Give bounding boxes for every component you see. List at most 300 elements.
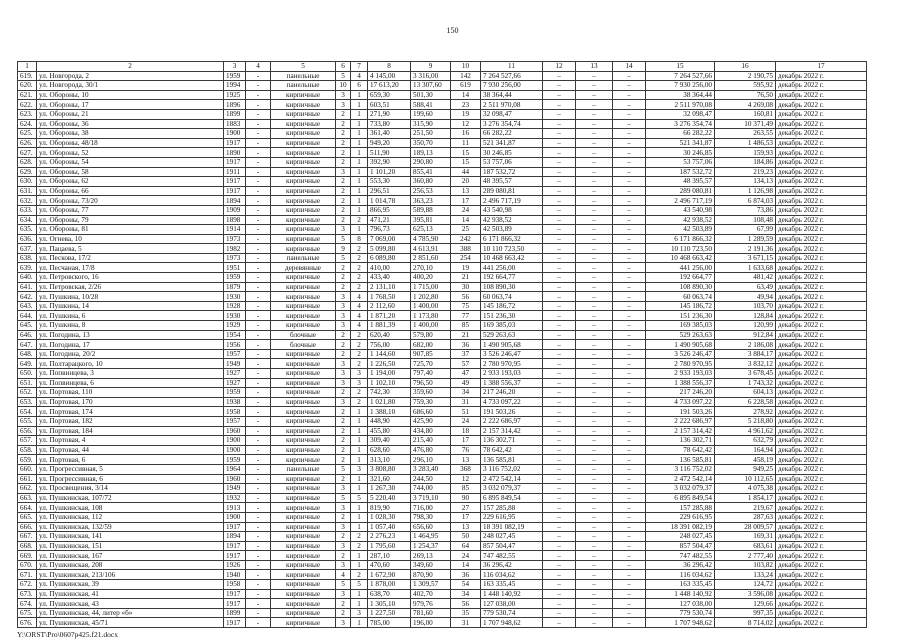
table-row bbox=[18, 71, 867, 81]
table-row bbox=[18, 532, 867, 542]
wall-material-cell: кирпичные bbox=[271, 532, 336, 542]
col4-cell: - bbox=[246, 186, 271, 196]
living-area-cell: 363,23 bbox=[411, 196, 451, 206]
living-area-cell: 4 785,90 bbox=[411, 234, 451, 244]
address-cell: ул. Портовая, 174 bbox=[37, 407, 224, 417]
floors-cell: 3 bbox=[336, 311, 351, 321]
living-area-cell: 269,13 bbox=[411, 551, 451, 561]
row-number-cell: 620. bbox=[18, 81, 37, 91]
year-cell: 1929 bbox=[224, 321, 246, 331]
residents-cell: 254 bbox=[451, 253, 481, 263]
cost-total-cell: 2 780 970,95 bbox=[646, 359, 715, 369]
address-cell: ул. Погодина, 20/2 bbox=[37, 349, 224, 359]
total-area-cell: 949,20 bbox=[368, 138, 411, 148]
floors-cell: 2 bbox=[336, 388, 351, 398]
residents-cell: 11 bbox=[451, 138, 481, 148]
entrances-cell: 1 bbox=[351, 474, 368, 484]
address-cell: ул. Обороны, 10 bbox=[37, 90, 224, 100]
unit-cost-cell: 1 289,59 bbox=[715, 234, 776, 244]
cost-cell: 127 038,00 bbox=[481, 599, 543, 609]
table-row bbox=[18, 282, 867, 292]
floors-cell: 2 bbox=[336, 157, 351, 167]
deadline-cell: декабрь 2022 г. bbox=[776, 273, 867, 283]
address-cell: ул. Полтарацкого, 10 bbox=[37, 359, 224, 369]
col14-cell: – bbox=[613, 148, 646, 158]
address-cell: ул. Обороны, 81 bbox=[37, 225, 224, 235]
deadline-cell: декабрь 2022 г. bbox=[776, 397, 867, 407]
living-area-cell: 359,60 bbox=[411, 388, 451, 398]
col4-cell: - bbox=[246, 455, 271, 465]
table-row bbox=[18, 445, 867, 455]
deadline-cell: декабрь 2022 г. bbox=[776, 522, 867, 532]
living-area-cell: 501,30 bbox=[411, 90, 451, 100]
living-area-cell: 1 715,00 bbox=[411, 282, 451, 292]
floors-cell: 2 bbox=[336, 186, 351, 196]
wall-material-cell: кирпичные bbox=[271, 148, 336, 158]
unit-cost-cell: 949,25 bbox=[715, 464, 776, 474]
address-cell: ул. Пушкинская, 213/106 bbox=[37, 570, 224, 580]
cost-total-cell: 229 616,95 bbox=[646, 512, 715, 522]
col12-cell: – bbox=[543, 340, 576, 350]
total-area-cell: 4 145,00 bbox=[368, 71, 411, 81]
deadline-cell: декабрь 2022 г. bbox=[776, 340, 867, 350]
entrances-cell: 3 bbox=[351, 378, 368, 388]
year-cell: 1900 bbox=[224, 436, 246, 446]
total-area-cell: 553,30 bbox=[368, 177, 411, 187]
year-cell: 1928 bbox=[224, 301, 246, 311]
address-cell: ул. Портовая, 4 bbox=[37, 436, 224, 446]
year-cell: 1899 bbox=[224, 608, 246, 618]
col13-cell: – bbox=[576, 186, 613, 196]
address-cell: ул. Обороны, 36 bbox=[37, 119, 224, 129]
table-row bbox=[18, 359, 867, 369]
col12-cell: – bbox=[543, 407, 576, 417]
col12-cell: – bbox=[543, 541, 576, 551]
entrances-cell: 2 bbox=[351, 541, 368, 551]
col13-cell: – bbox=[576, 349, 613, 359]
wall-material-cell: кирпичные bbox=[271, 119, 336, 129]
living-area-cell: 797,40 bbox=[411, 369, 451, 379]
residents-cell: 15 bbox=[451, 157, 481, 167]
table-row bbox=[18, 215, 867, 225]
living-area-cell: 656,60 bbox=[411, 522, 451, 532]
cost-total-cell: 529 263,63 bbox=[646, 330, 715, 340]
table-row bbox=[18, 378, 867, 388]
deadline-cell: декабрь 2022 г. bbox=[776, 321, 867, 331]
floors-cell: 3 bbox=[336, 167, 351, 177]
total-area-cell: 296,51 bbox=[368, 186, 411, 196]
entrances-cell: 1 bbox=[351, 560, 368, 570]
cost-cell: 441 256,00 bbox=[481, 263, 543, 273]
cost-cell: 18 391 082,19 bbox=[481, 522, 543, 532]
deadline-cell: декабрь 2022 г. bbox=[776, 177, 867, 187]
address-cell: ул. Пушкинская, 108 bbox=[37, 503, 224, 513]
address-cell: ул. Попвинцева, 3 bbox=[37, 369, 224, 379]
living-area-cell: 716,00 bbox=[411, 503, 451, 513]
wall-material-cell: кирпичные bbox=[271, 618, 336, 628]
year-cell: 1960 bbox=[224, 426, 246, 436]
residents-cell: 77 bbox=[451, 311, 481, 321]
cost-cell: 6 895 849,54 bbox=[481, 493, 543, 503]
floors-cell: 2 bbox=[336, 340, 351, 350]
col14-cell: – bbox=[613, 157, 646, 167]
cost-cell: 157 285,88 bbox=[481, 503, 543, 513]
col14-cell: – bbox=[613, 340, 646, 350]
col14-cell: – bbox=[613, 436, 646, 446]
row-number-cell: 631. bbox=[18, 186, 37, 196]
col4-cell: - bbox=[246, 416, 271, 426]
residents-cell: 76 bbox=[451, 445, 481, 455]
unit-cost-cell: 4 075,38 bbox=[715, 484, 776, 494]
row-number-cell: 642. bbox=[18, 292, 37, 302]
floors-cell: 2 bbox=[336, 109, 351, 119]
cost-total-cell: 163 335,45 bbox=[646, 580, 715, 590]
row-number-cell: 667. bbox=[18, 532, 37, 542]
cost-cell: 60 063,74 bbox=[481, 292, 543, 302]
col14-cell: – bbox=[613, 109, 646, 119]
total-area-cell: 756,00 bbox=[368, 340, 411, 350]
cost-cell: 217 246,20 bbox=[481, 388, 543, 398]
col13-cell: – bbox=[576, 541, 613, 551]
living-area-cell: 870,90 bbox=[411, 570, 451, 580]
table-body bbox=[18, 71, 867, 627]
cost-cell: 248 027,45 bbox=[481, 532, 543, 542]
year-cell: 1914 bbox=[224, 225, 246, 235]
col13-cell: – bbox=[576, 215, 613, 225]
cost-total-cell: 441 256,00 bbox=[646, 263, 715, 273]
cost-cell: 30 246,85 bbox=[481, 148, 543, 158]
table-row bbox=[18, 196, 867, 206]
col14-cell: – bbox=[613, 90, 646, 100]
floors-cell: 2 bbox=[336, 512, 351, 522]
floors-cell: 5 bbox=[336, 253, 351, 263]
year-cell: 1917 bbox=[224, 551, 246, 561]
col12-cell: – bbox=[543, 484, 576, 494]
address-cell: ул. Обороны, 79 bbox=[37, 215, 224, 225]
col13-cell: – bbox=[576, 445, 613, 455]
col4-cell: - bbox=[246, 608, 271, 618]
cost-cell: 3 526 246,47 bbox=[481, 349, 543, 359]
deadline-cell: декабрь 2022 г. bbox=[776, 90, 867, 100]
year-cell: 1927 bbox=[224, 369, 246, 379]
total-area-cell: 410,00 bbox=[368, 263, 411, 273]
col13-cell: – bbox=[576, 167, 613, 177]
wall-material-cell: кирпичные bbox=[271, 608, 336, 618]
floors-cell: 3 bbox=[336, 589, 351, 599]
wall-material-cell: кирпичные bbox=[271, 234, 336, 244]
address-cell: ул. Обороны, 58 bbox=[37, 167, 224, 177]
column-number-header: 8 bbox=[368, 62, 411, 72]
col13-cell: – bbox=[576, 148, 613, 158]
year-cell: 1957 bbox=[224, 416, 246, 426]
cost-cell: 136 585,81 bbox=[481, 455, 543, 465]
living-area-cell: 476,80 bbox=[411, 445, 451, 455]
cost-total-cell: 2 511 970,08 bbox=[646, 100, 715, 110]
living-area-cell: 1 464,95 bbox=[411, 532, 451, 542]
deadline-cell: декабрь 2022 г. bbox=[776, 532, 867, 542]
deadline-cell: декабрь 2022 г. bbox=[776, 493, 867, 503]
entrances-cell: 1 bbox=[351, 416, 368, 426]
cost-total-cell: 10 110 723,50 bbox=[646, 244, 715, 254]
unit-cost-cell: 3 832,12 bbox=[715, 359, 776, 369]
living-area-cell: 256,53 bbox=[411, 186, 451, 196]
cost-total-cell: 248 027,45 bbox=[646, 532, 715, 542]
table-row bbox=[18, 436, 867, 446]
table-row bbox=[18, 90, 867, 100]
address-cell: ул. Новгорода, 2 bbox=[37, 71, 224, 81]
col13-cell: – bbox=[576, 426, 613, 436]
table-row bbox=[18, 369, 867, 379]
living-area-cell: 349,60 bbox=[411, 560, 451, 570]
total-area-cell: 1 021,80 bbox=[368, 397, 411, 407]
row-number-cell: 645. bbox=[18, 321, 37, 331]
unit-cost-cell: 108,48 bbox=[715, 215, 776, 225]
entrances-cell: 2 bbox=[351, 244, 368, 254]
wall-material-cell: кирпичные bbox=[271, 321, 336, 331]
address-cell: ул. Пушкинская, 39 bbox=[37, 580, 224, 590]
residents-cell: 19 bbox=[451, 109, 481, 119]
col12-cell: – bbox=[543, 560, 576, 570]
wall-material-cell: панельные bbox=[271, 464, 336, 474]
living-area-cell: 434,80 bbox=[411, 426, 451, 436]
col13-cell: – bbox=[576, 205, 613, 215]
year-cell: 1900 bbox=[224, 445, 246, 455]
col14-cell: – bbox=[613, 426, 646, 436]
living-area-cell: 189,13 bbox=[411, 148, 451, 158]
address-cell: ул. Обороны, 62 bbox=[37, 177, 224, 187]
cost-total-cell: 2 933 193,03 bbox=[646, 369, 715, 379]
cost-cell: 7 264 527,66 bbox=[481, 71, 543, 81]
entrances-cell: 1 bbox=[351, 177, 368, 187]
living-area-cell: 400,20 bbox=[411, 273, 451, 283]
unit-cost-cell: 912,84 bbox=[715, 330, 776, 340]
floors-cell: 3 bbox=[336, 618, 351, 628]
cost-total-cell: 42 938,52 bbox=[646, 215, 715, 225]
column-number-header: 3 bbox=[224, 62, 246, 72]
entrances-cell: 4 bbox=[351, 301, 368, 311]
living-area-cell: 244,50 bbox=[411, 474, 451, 484]
year-cell: 1917 bbox=[224, 177, 246, 187]
total-area-cell: 1 144,60 bbox=[368, 349, 411, 359]
col12-cell: – bbox=[543, 301, 576, 311]
row-number-cell: 656. bbox=[18, 426, 37, 436]
deadline-cell: декабрь 2022 г. bbox=[776, 580, 867, 590]
floors-cell: 3 bbox=[336, 378, 351, 388]
entrances-cell: 2 bbox=[351, 570, 368, 580]
col13-cell: – bbox=[576, 397, 613, 407]
wall-material-cell: кирпичные bbox=[271, 301, 336, 311]
col12-cell: – bbox=[543, 426, 576, 436]
col14-cell: – bbox=[613, 215, 646, 225]
col14-cell: – bbox=[613, 455, 646, 465]
year-cell: 1964 bbox=[224, 464, 246, 474]
wall-material-cell: кирпичные bbox=[271, 484, 336, 494]
address-cell: ул. Пушкинская, 107/72 bbox=[37, 493, 224, 503]
table-row bbox=[18, 109, 867, 119]
wall-material-cell: кирпичные bbox=[271, 436, 336, 446]
col13-cell: – bbox=[576, 359, 613, 369]
entrances-cell: 2 bbox=[351, 532, 368, 542]
residents-cell: 50 bbox=[451, 532, 481, 542]
col12-cell: – bbox=[543, 570, 576, 580]
col12-cell: – bbox=[543, 378, 576, 388]
col4-cell: - bbox=[246, 301, 271, 311]
total-area-cell: 2 131,10 bbox=[368, 282, 411, 292]
cost-cell: 10 468 663,42 bbox=[481, 253, 543, 263]
col14-cell: – bbox=[613, 522, 646, 532]
deadline-cell: декабрь 2022 г. bbox=[776, 484, 867, 494]
cost-total-cell: 857 504,47 bbox=[646, 541, 715, 551]
col4-cell: - bbox=[246, 599, 271, 609]
col4-cell: - bbox=[246, 378, 271, 388]
row-number-cell: 622. bbox=[18, 100, 37, 110]
col13-cell: – bbox=[576, 580, 613, 590]
entrances-cell: 4 bbox=[351, 311, 368, 321]
unit-cost-cell: 28 009,57 bbox=[715, 522, 776, 532]
column-number-header: 9 bbox=[411, 62, 451, 72]
table-row bbox=[18, 388, 867, 398]
address-cell: ул. Обороны, 73/20 bbox=[37, 196, 224, 206]
row-number-cell: 659. bbox=[18, 455, 37, 465]
cost-cell: 191 503,26 bbox=[481, 407, 543, 417]
row-number-cell: 660. bbox=[18, 464, 37, 474]
table-row bbox=[18, 589, 867, 599]
col14-cell: – bbox=[613, 618, 646, 628]
row-number-cell: 636. bbox=[18, 234, 37, 244]
col13-cell: – bbox=[576, 608, 613, 618]
floors-cell: 2 bbox=[336, 138, 351, 148]
cost-cell: 151 236,30 bbox=[481, 311, 543, 321]
floors-cell: 2 bbox=[336, 177, 351, 187]
total-area-cell: 455,80 bbox=[368, 426, 411, 436]
deadline-cell: декабрь 2022 г. bbox=[776, 81, 867, 91]
deadline-cell: декабрь 2022 г. bbox=[776, 541, 867, 551]
floors-cell: 3 bbox=[336, 225, 351, 235]
row-number-cell: 628. bbox=[18, 157, 37, 167]
col4-cell: - bbox=[246, 512, 271, 522]
col14-cell: – bbox=[613, 416, 646, 426]
cost-cell: 43 540,98 bbox=[481, 205, 543, 215]
cost-cell: 1 707 948,62 bbox=[481, 618, 543, 628]
cost-cell: 529 263,63 bbox=[481, 330, 543, 340]
residents-cell: 18 bbox=[451, 426, 481, 436]
cost-total-cell: 157 285,88 bbox=[646, 503, 715, 513]
unit-cost-cell: 129,66 bbox=[715, 599, 776, 609]
year-cell: 1894 bbox=[224, 532, 246, 542]
col4-cell: - bbox=[246, 330, 271, 340]
cost-cell: 66 282,22 bbox=[481, 129, 543, 139]
residents-cell: 242 bbox=[451, 234, 481, 244]
col14-cell: – bbox=[613, 321, 646, 331]
deadline-cell: декабрь 2022 г. bbox=[776, 436, 867, 446]
deadline-cell: декабрь 2022 г. bbox=[776, 119, 867, 129]
address-cell: ул. Пушкина, 8 bbox=[37, 321, 224, 331]
living-area-cell: 1 173,80 bbox=[411, 311, 451, 321]
col12-cell: – bbox=[543, 253, 576, 263]
address-cell: ул. Просвещения, 3/14 bbox=[37, 484, 224, 494]
cost-cell: 2 933 193,03 bbox=[481, 369, 543, 379]
unit-cost-cell: 184,86 bbox=[715, 157, 776, 167]
total-area-cell: 1 226,50 bbox=[368, 359, 411, 369]
floors-cell: 5 bbox=[336, 493, 351, 503]
year-cell: 1959 bbox=[224, 455, 246, 465]
column-number-header: 2 bbox=[37, 62, 224, 72]
cost-cell: 136 302,71 bbox=[481, 436, 543, 446]
col13-cell: – bbox=[576, 599, 613, 609]
wall-material-cell: панельные bbox=[271, 81, 336, 91]
year-cell: 1899 bbox=[224, 109, 246, 119]
col14-cell: – bbox=[613, 407, 646, 417]
living-area-cell: 251,50 bbox=[411, 129, 451, 139]
deadline-cell: декабрь 2022 г. bbox=[776, 445, 867, 455]
unit-cost-cell: 6 874,03 bbox=[715, 196, 776, 206]
col13-cell: – bbox=[576, 455, 613, 465]
deadline-cell: декабрь 2022 г. bbox=[776, 234, 867, 244]
col14-cell: – bbox=[613, 81, 646, 91]
entrances-cell: 2 bbox=[351, 253, 368, 263]
column-number-header: 5 bbox=[271, 62, 336, 72]
residents-cell: 21 bbox=[451, 273, 481, 283]
col4-cell: - bbox=[246, 580, 271, 590]
col14-cell: – bbox=[613, 359, 646, 369]
entrances-cell: 1 bbox=[351, 484, 368, 494]
table-row bbox=[18, 273, 867, 283]
table-row bbox=[18, 426, 867, 436]
living-area-cell: 270,10 bbox=[411, 263, 451, 273]
column-number-header: 14 bbox=[613, 62, 646, 72]
year-cell: 1930 bbox=[224, 311, 246, 321]
year-cell: 1925 bbox=[224, 90, 246, 100]
floors-cell: 2 bbox=[336, 282, 351, 292]
total-area-cell: 2 112,60 bbox=[368, 301, 411, 311]
total-area-cell: 3 808,80 bbox=[368, 464, 411, 474]
living-area-cell: 350,70 bbox=[411, 138, 451, 148]
unit-cost-cell: 1 486,53 bbox=[715, 138, 776, 148]
col12-cell: – bbox=[543, 551, 576, 561]
cost-cell: 3 276 354,74 bbox=[481, 119, 543, 129]
row-number-cell: 652. bbox=[18, 388, 37, 398]
residents-cell: 12 bbox=[451, 119, 481, 129]
unit-cost-cell: 159,93 bbox=[715, 148, 776, 158]
living-area-cell: 360,80 bbox=[411, 177, 451, 187]
year-cell: 1994 bbox=[224, 81, 246, 91]
table-row bbox=[18, 119, 867, 129]
floors-cell: 2 bbox=[336, 196, 351, 206]
col12-cell: – bbox=[543, 196, 576, 206]
col14-cell: – bbox=[613, 282, 646, 292]
floors-cell: 3 bbox=[336, 541, 351, 551]
col12-cell: – bbox=[543, 90, 576, 100]
col13-cell: – bbox=[576, 503, 613, 513]
col4-cell: - bbox=[246, 177, 271, 187]
table-row bbox=[18, 349, 867, 359]
entrances-cell: 1 bbox=[351, 157, 368, 167]
total-area-cell: 470,60 bbox=[368, 560, 411, 570]
deadline-cell: декабрь 2022 г. bbox=[776, 148, 867, 158]
residents-cell: 24 bbox=[451, 551, 481, 561]
wall-material-cell: кирпичные bbox=[271, 512, 336, 522]
table-row bbox=[18, 541, 867, 551]
col12-cell: – bbox=[543, 349, 576, 359]
unit-cost-cell: 1 633,68 bbox=[715, 263, 776, 273]
cost-cell: 521 341,87 bbox=[481, 138, 543, 148]
col12-cell: – bbox=[543, 273, 576, 283]
address-cell: ул. Пушкинская, 167 bbox=[37, 551, 224, 561]
wall-material-cell: кирпичные bbox=[271, 503, 336, 513]
residents-cell: 49 bbox=[451, 378, 481, 388]
year-cell: 1954 bbox=[224, 330, 246, 340]
cost-total-cell: 32 098,47 bbox=[646, 109, 715, 119]
